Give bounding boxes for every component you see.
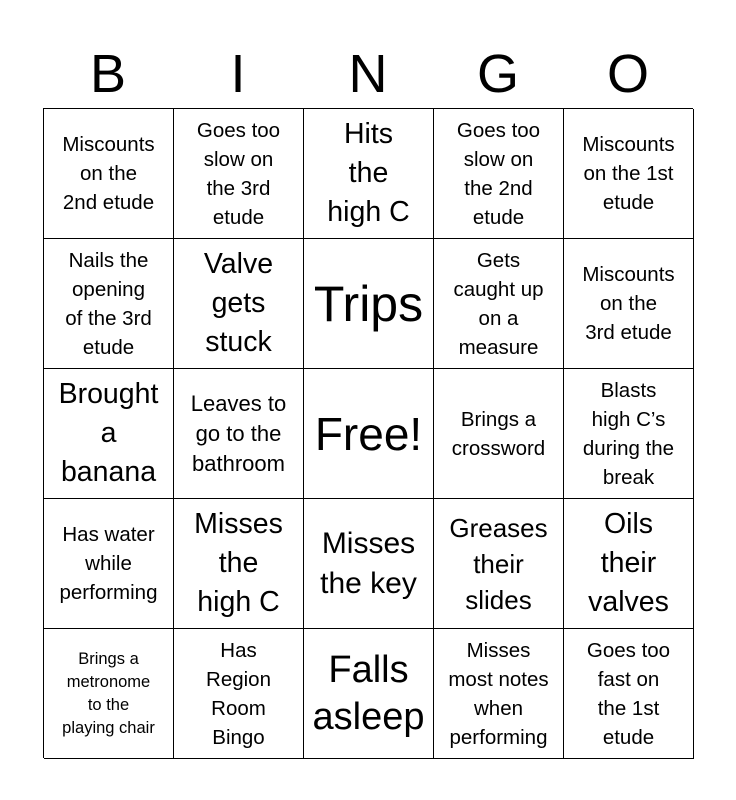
header-letter-n: N — [348, 44, 388, 104]
bingo-grid — [43, 108, 693, 758]
header-letter-g: G — [476, 44, 519, 104]
bingo-cell[interactable]: Goes too slow on the 3rd etude — [174, 109, 304, 239]
header-letter-i: I — [230, 44, 246, 104]
bingo-cell[interactable]: Misses the high C — [174, 499, 304, 629]
bingo-cell[interactable]: Brought a banana — [44, 369, 174, 499]
bingo-cell free-space[interactable]: Free! — [304, 369, 434, 499]
bingo-cell[interactable]: Misses most notes when performing — [434, 629, 564, 759]
bingo-cell[interactable]: Goes too slow on the 2nd etude — [434, 109, 564, 239]
bingo-cell[interactable]: Hits the high C — [304, 109, 434, 239]
header-letter-b: B — [89, 44, 127, 104]
bingo-cell[interactable]: Falls asleep — [304, 629, 434, 759]
bingo-cell[interactable]: Brings a crossword — [434, 369, 564, 499]
bingo-cell[interactable]: Miscounts on the 3rd etude — [564, 239, 694, 369]
bingo-cell[interactable]: Greases their slides — [434, 499, 564, 629]
bingo-cell[interactable]: Brings a metronome to the playing chair — [44, 629, 174, 759]
bingo-cell[interactable]: Trips — [304, 239, 434, 369]
bingo-cell[interactable]: Valve gets stuck — [174, 239, 304, 369]
header-letter-o: O — [606, 44, 649, 104]
bingo-cell[interactable]: Miscounts on the 2nd etude — [44, 109, 174, 239]
bingo-cell[interactable]: Miscounts on the 1st etude — [564, 109, 694, 239]
bingo-cell[interactable]: Has water while performing — [44, 499, 174, 629]
bingo-cell[interactable]: Goes too fast on the 1st etude — [564, 629, 694, 759]
bingo-cell[interactable]: Misses the key — [304, 499, 434, 629]
bingo-header — [43, 40, 693, 108]
bingo-cell[interactable]: Blasts high C’s during the break — [564, 369, 694, 499]
bingo-cell[interactable]: Oils their valves — [564, 499, 694, 629]
bingo-cell[interactable]: Nails the opening of the 3rd etude — [44, 239, 174, 369]
bingo-cell[interactable]: Gets caught up on a measure — [434, 239, 564, 369]
bingo-cell[interactable]: Has Region Room Bingo — [174, 629, 304, 759]
bingo-cell[interactable]: Leaves to go to the bathroom — [174, 369, 304, 499]
